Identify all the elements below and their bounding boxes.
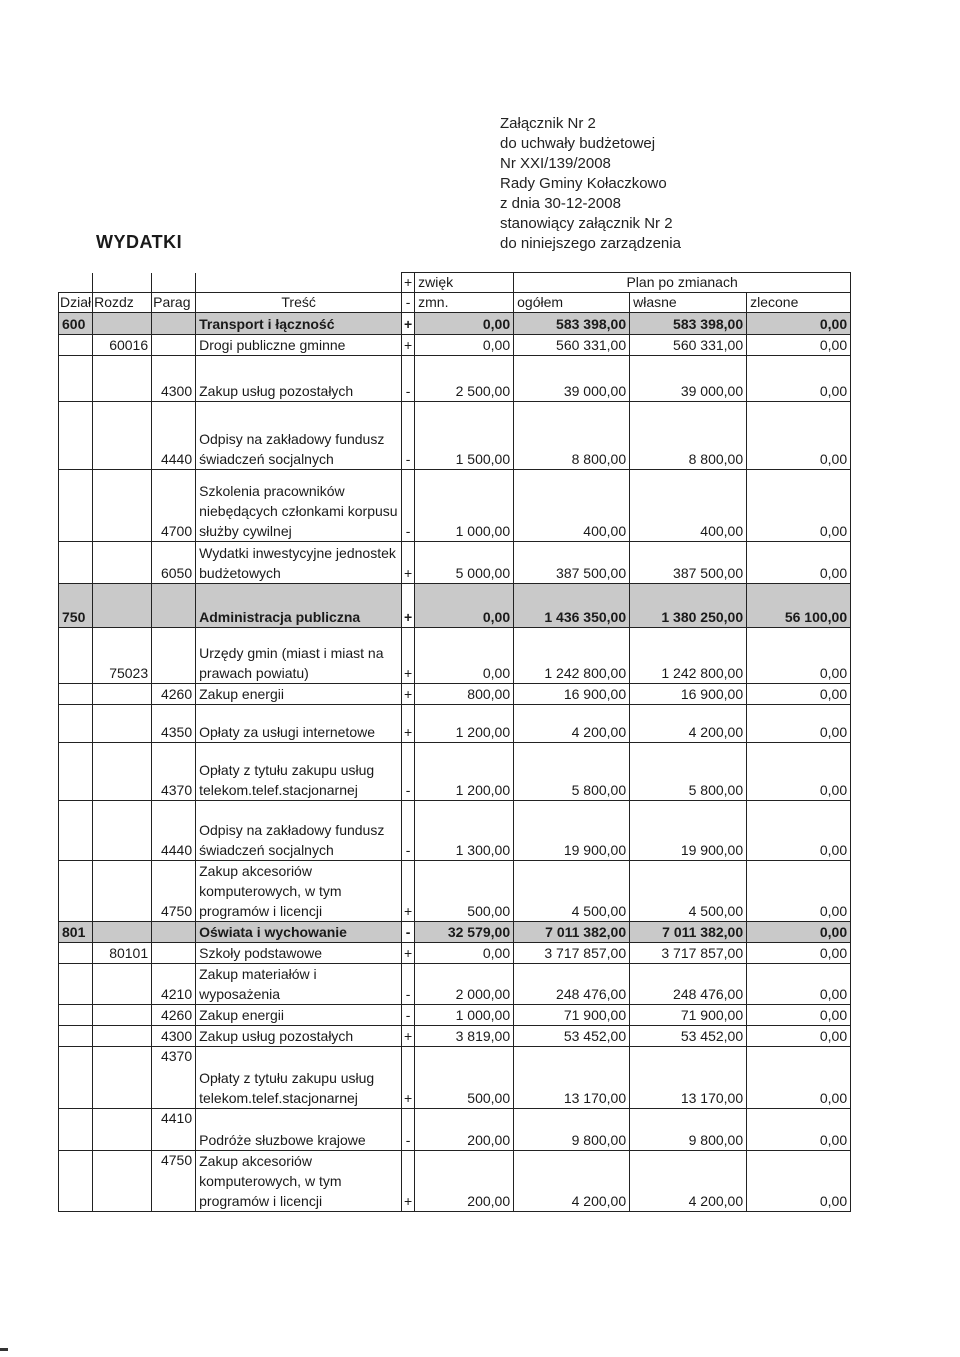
- cell-commissioned: 0,00: [747, 542, 851, 584]
- cell-dzial: [59, 356, 93, 402]
- cell-dzial: [59, 684, 93, 705]
- cell-dzial: [59, 1109, 93, 1151]
- cell-commissioned: 56 100,00: [747, 584, 851, 628]
- header-sign-plus: +: [402, 273, 415, 293]
- cell-change: 0,00: [415, 313, 514, 335]
- cell-total: 9 800,00: [514, 1109, 630, 1151]
- cell-commissioned: 0,00: [747, 943, 851, 964]
- cell-paragraf: 4350: [152, 705, 196, 743]
- cell-tresc: Urzędy gmin (miast i miast na prawach powiatu): [196, 628, 402, 684]
- cell-commissioned: 0,00: [747, 1047, 851, 1109]
- cell-paragraf: [152, 628, 196, 684]
- cell-change: 1 000,00: [415, 1005, 514, 1026]
- cell-paragraf: [152, 922, 196, 943]
- cell-rozdzial: [93, 1109, 152, 1151]
- cell-own: 7 011 382,00: [630, 922, 747, 943]
- cell-dzial: [59, 943, 93, 964]
- cell-commissioned: 0,00: [747, 402, 851, 470]
- cell-dzial: [59, 335, 93, 356]
- cell-rozdzial: [93, 684, 152, 705]
- cell-tresc: Zakup energii: [196, 1005, 402, 1026]
- table-row: [59, 313, 851, 335]
- expenditure-table: [58, 272, 851, 1212]
- table-row: [59, 861, 851, 922]
- table-row: [59, 1047, 851, 1109]
- cell-dzial: [59, 402, 93, 470]
- cell-total: 19 900,00: [514, 801, 630, 861]
- cell-change: 500,00: [415, 861, 514, 922]
- cell-sign: +: [402, 1151, 415, 1212]
- cell-paragraf: [152, 313, 196, 335]
- header-line: stanowiący załącznik Nr 2: [500, 215, 673, 232]
- cell-total: 5 800,00: [514, 743, 630, 801]
- cell-dzial: [59, 542, 93, 584]
- cell-tresc: Odpisy na zakładowy fundusz świadczeń socjalnych: [196, 402, 402, 470]
- cell-total: 16 900,00: [514, 684, 630, 705]
- cell-total: 1 436 350,00: [514, 584, 630, 628]
- cell-rozdzial: [93, 1151, 152, 1212]
- cell-dzial: [59, 743, 93, 801]
- cell-change: 2 000,00: [415, 964, 514, 1005]
- cell-own: 71 900,00: [630, 1005, 747, 1026]
- cell-paragraf: 4370: [152, 1047, 196, 1109]
- cell-commissioned: 0,00: [747, 1151, 851, 1212]
- cell-tresc: Podróże słuzbowe krajowe: [196, 1109, 402, 1151]
- cell-rozdzial: 75023: [93, 628, 152, 684]
- cell-tresc: Szkoły podstawowe: [196, 943, 402, 964]
- table-row: [59, 402, 851, 470]
- cell-own: 3 717 857,00: [630, 943, 747, 964]
- cell-rozdzial: [93, 1005, 152, 1026]
- cell-rozdzial: [93, 861, 152, 922]
- cell-rozdzial: [93, 470, 152, 542]
- cell-dzial: [59, 705, 93, 743]
- table-row: [59, 1151, 851, 1212]
- cell-total: 13 170,00: [514, 1047, 630, 1109]
- cell-paragraf: [152, 335, 196, 356]
- cell-change: 1 300,00: [415, 801, 514, 861]
- table-row: [59, 356, 851, 402]
- cell-total: 560 331,00: [514, 335, 630, 356]
- cell-change: 200,00: [415, 1109, 514, 1151]
- header-ogolem: ogółem: [514, 293, 630, 313]
- cell-change: 1 200,00: [415, 705, 514, 743]
- cell-paragraf: 4260: [152, 684, 196, 705]
- cell-dzial: [59, 1026, 93, 1047]
- cell-change: 1 500,00: [415, 402, 514, 470]
- cell-tresc: Drogi publiczne gminne: [196, 335, 402, 356]
- header-plan: Plan po zmianach: [514, 273, 851, 293]
- cell-tresc: Zakup usług pozostałych: [196, 1026, 402, 1047]
- cell-rozdzial: [93, 922, 152, 943]
- table-row: [59, 801, 851, 861]
- cell-change: 200,00: [415, 1151, 514, 1212]
- cell-own: 39 000,00: [630, 356, 747, 402]
- cell-tresc: Opłaty za usługi internetowe: [196, 705, 402, 743]
- table-row: [59, 1026, 851, 1047]
- header-line: do uchwały budżetowej: [500, 135, 656, 152]
- cell-dzial: [59, 1005, 93, 1026]
- cell-own: 8 800,00: [630, 402, 747, 470]
- cell-paragraf: 4750: [152, 1151, 196, 1212]
- cell-commissioned: 0,00: [747, 1005, 851, 1026]
- table-row: [59, 684, 851, 705]
- cell-total: 400,00: [514, 470, 630, 542]
- table-row: [59, 628, 851, 684]
- cell-own: 5 800,00: [630, 743, 747, 801]
- cell-own: 19 900,00: [630, 801, 747, 861]
- cell-paragraf: [152, 943, 196, 964]
- header-row-1: [59, 273, 851, 293]
- cell-sign: +: [402, 313, 415, 335]
- cell-commissioned: 0,00: [747, 335, 851, 356]
- cell-paragraf: 4210: [152, 964, 196, 1005]
- cell-tresc: Administracja publiczna: [196, 584, 402, 628]
- header-wlasne: własne: [630, 293, 747, 313]
- cell-commissioned: 0,00: [747, 628, 851, 684]
- cell-sign: +: [402, 628, 415, 684]
- cell-rozdzial: [93, 964, 152, 1005]
- cell-total: 387 500,00: [514, 542, 630, 584]
- cell-change: 0,00: [415, 628, 514, 684]
- cell-sign: +: [402, 335, 415, 356]
- cell-paragraf: 4300: [152, 356, 196, 402]
- header-dzial: Dział: [59, 293, 93, 313]
- cell-own: 9 800,00: [630, 1109, 747, 1151]
- cell-sign: +: [402, 861, 415, 922]
- cell-change: 5 000,00: [415, 542, 514, 584]
- table-row: [59, 705, 851, 743]
- header-line: do niniejszego zarządzenia: [500, 235, 681, 252]
- cell-own: 400,00: [630, 470, 747, 542]
- cell-own: 16 900,00: [630, 684, 747, 705]
- table-row: [59, 743, 851, 801]
- cell-total: 39 000,00: [514, 356, 630, 402]
- header-tresc: Treść: [196, 293, 402, 313]
- cell-change: 0,00: [415, 584, 514, 628]
- cell-commissioned: 0,00: [747, 1026, 851, 1047]
- cell-sign: +: [402, 705, 415, 743]
- cell-total: 53 452,00: [514, 1026, 630, 1047]
- cell-own: 1 380 250,00: [630, 584, 747, 628]
- cell-total: 8 800,00: [514, 402, 630, 470]
- cell-sign: +: [402, 1026, 415, 1047]
- cell-sign: -: [402, 356, 415, 402]
- cell-sign: -: [402, 1005, 415, 1026]
- cell-rozdzial: [93, 1047, 152, 1109]
- table-row: [59, 542, 851, 584]
- cell-total: 4 200,00: [514, 1151, 630, 1212]
- cell-total: 4 200,00: [514, 705, 630, 743]
- cell-paragraf: [152, 584, 196, 628]
- cell-total: 583 398,00: [514, 313, 630, 335]
- cell-dzial: [59, 964, 93, 1005]
- header-zlecone: zlecone: [747, 293, 851, 313]
- cell-rozdzial: [93, 1026, 152, 1047]
- cell-dzial: [59, 1151, 93, 1212]
- cell-sign: +: [402, 542, 415, 584]
- cell-sign: +: [402, 684, 415, 705]
- cell-change: 1 000,00: [415, 470, 514, 542]
- cell-tresc: Zakup materiałów i wyposażenia: [196, 964, 402, 1005]
- cell-rozdzial: 60016: [93, 335, 152, 356]
- cell-own: 387 500,00: [630, 542, 747, 584]
- attachment-header: [500, 114, 681, 254]
- cell-commissioned: 0,00: [747, 964, 851, 1005]
- cell-sign: -: [402, 922, 415, 943]
- cell-own: 53 452,00: [630, 1026, 747, 1047]
- cell-dzial: [59, 801, 93, 861]
- cell-dzial: [59, 470, 93, 542]
- cell-change: 500,00: [415, 1047, 514, 1109]
- header-line: Załącznik Nr 2: [500, 115, 596, 132]
- cell-paragraf: 4700: [152, 470, 196, 542]
- cell-change: 0,00: [415, 335, 514, 356]
- cell-own: 4 200,00: [630, 705, 747, 743]
- cell-tresc: Wydatki inwestycyjne jednostek budżetowych: [196, 542, 402, 584]
- cell-tresc: Opłaty z tytułu zakupu usług telekom.telef.stacjonarnej: [196, 743, 402, 801]
- cell-commissioned: 0,00: [747, 705, 851, 743]
- header-zwiek: zwięk: [415, 273, 514, 293]
- cell-own: 1 242 800,00: [630, 628, 747, 684]
- cell-tresc: Oświata i wychowanie: [196, 922, 402, 943]
- cell-total: 248 476,00: [514, 964, 630, 1005]
- cell-commissioned: 0,00: [747, 313, 851, 335]
- cell-change: 32 579,00: [415, 922, 514, 943]
- cell-change: 3 819,00: [415, 1026, 514, 1047]
- cell-tresc: Zakup energii: [196, 684, 402, 705]
- cell-rozdzial: [93, 313, 152, 335]
- cell-own: 4 500,00: [630, 861, 747, 922]
- cell-tresc: Transport i łączność: [196, 313, 402, 335]
- table-row: [59, 1109, 851, 1151]
- cell-paragraf: 4370: [152, 743, 196, 801]
- cell-sign: -: [402, 402, 415, 470]
- cell-tresc: Odpisy na zakładowy fundusz świadczeń socjalnych: [196, 801, 402, 861]
- table-row: [59, 964, 851, 1005]
- cell-change: 2 500,00: [415, 356, 514, 402]
- cell-tresc: Zakup akcesoriów komputerowych, w tym programów i licencji: [196, 1151, 402, 1212]
- cell-paragraf: 4410: [152, 1109, 196, 1151]
- cell-tresc: Szkolenia pracowników niebędących członkami korpusu służby cywilnej: [196, 470, 402, 542]
- table-row: [59, 943, 851, 964]
- cell-commissioned: 0,00: [747, 861, 851, 922]
- cell-paragraf: 4260: [152, 1005, 196, 1026]
- cell-rozdzial: [93, 705, 152, 743]
- cell-tresc: Zakup usług pozostałych: [196, 356, 402, 402]
- header-line: z dnia 30-12-2008: [500, 195, 621, 212]
- cell-change: 1 200,00: [415, 743, 514, 801]
- cell-own: 13 170,00: [630, 1047, 747, 1109]
- cell-commissioned: 0,00: [747, 801, 851, 861]
- cell-paragraf: 4440: [152, 402, 196, 470]
- cell-total: 4 500,00: [514, 861, 630, 922]
- cell-dzial: [59, 1047, 93, 1109]
- cell-rozdzial: [93, 542, 152, 584]
- cell-sign: +: [402, 584, 415, 628]
- table-row: [59, 1005, 851, 1026]
- header-zmn: zmn.: [415, 293, 514, 313]
- cell-tresc: Opłaty z tytułu zakupu usług telekom.telef.stacjonarnej: [196, 1047, 402, 1109]
- header-line: Rady Gminy Kołaczkowo: [500, 175, 667, 192]
- cell-own: 4 200,00: [630, 1151, 747, 1212]
- cell-sign: -: [402, 470, 415, 542]
- cell-rozdzial: 80101: [93, 943, 152, 964]
- cell-paragraf: 4300: [152, 1026, 196, 1047]
- cell-dzial: [59, 628, 93, 684]
- document-title: WYDATKI: [96, 232, 183, 252]
- cell-dzial: 801: [59, 922, 93, 943]
- cell-paragraf: 4750: [152, 861, 196, 922]
- cell-total: 1 242 800,00: [514, 628, 630, 684]
- table-row: [59, 470, 851, 542]
- cell-own: 560 331,00: [630, 335, 747, 356]
- cell-own: 583 398,00: [630, 313, 747, 335]
- cell-commissioned: 0,00: [747, 743, 851, 801]
- cell-rozdzial: [93, 584, 152, 628]
- table-row: [59, 584, 851, 628]
- cell-dzial: [59, 861, 93, 922]
- table-row: [59, 922, 851, 943]
- cell-sign: -: [402, 1109, 415, 1151]
- cell-commissioned: 0,00: [747, 684, 851, 705]
- cell-rozdzial: [93, 402, 152, 470]
- cell-dzial: 600: [59, 313, 93, 335]
- header-parag: Parag: [152, 293, 196, 313]
- cell-paragraf: 4440: [152, 801, 196, 861]
- cell-total: 7 011 382,00: [514, 922, 630, 943]
- cell-tresc: Zakup akcesoriów komputerowych, w tym programów i licencji: [196, 861, 402, 922]
- cell-total: 3 717 857,00: [514, 943, 630, 964]
- header-sign-minus: -: [402, 293, 415, 313]
- cell-commissioned: 0,00: [747, 922, 851, 943]
- cell-rozdzial: [93, 801, 152, 861]
- cell-commissioned: 0,00: [747, 470, 851, 542]
- table-row: [59, 335, 851, 356]
- cell-sign: -: [402, 743, 415, 801]
- cell-change: 800,00: [415, 684, 514, 705]
- header-row-2: [59, 293, 851, 313]
- cell-total: 71 900,00: [514, 1005, 630, 1026]
- cell-rozdzial: [93, 743, 152, 801]
- cell-change: 0,00: [415, 943, 514, 964]
- cell-sign: +: [402, 943, 415, 964]
- cell-own: 248 476,00: [630, 964, 747, 1005]
- cell-sign: +: [402, 1047, 415, 1109]
- cell-commissioned: 0,00: [747, 356, 851, 402]
- cell-dzial: 750: [59, 584, 93, 628]
- header-line: Nr XXI/139/2008: [500, 155, 611, 172]
- page-edge-mark: [0, 1348, 8, 1351]
- header-rozdz: Rozdz: [93, 293, 152, 313]
- cell-commissioned: 0,00: [747, 1109, 851, 1151]
- cell-sign: -: [402, 964, 415, 1005]
- cell-sign: -: [402, 801, 415, 861]
- cell-rozdzial: [93, 356, 152, 402]
- cell-paragraf: 6050: [152, 542, 196, 584]
